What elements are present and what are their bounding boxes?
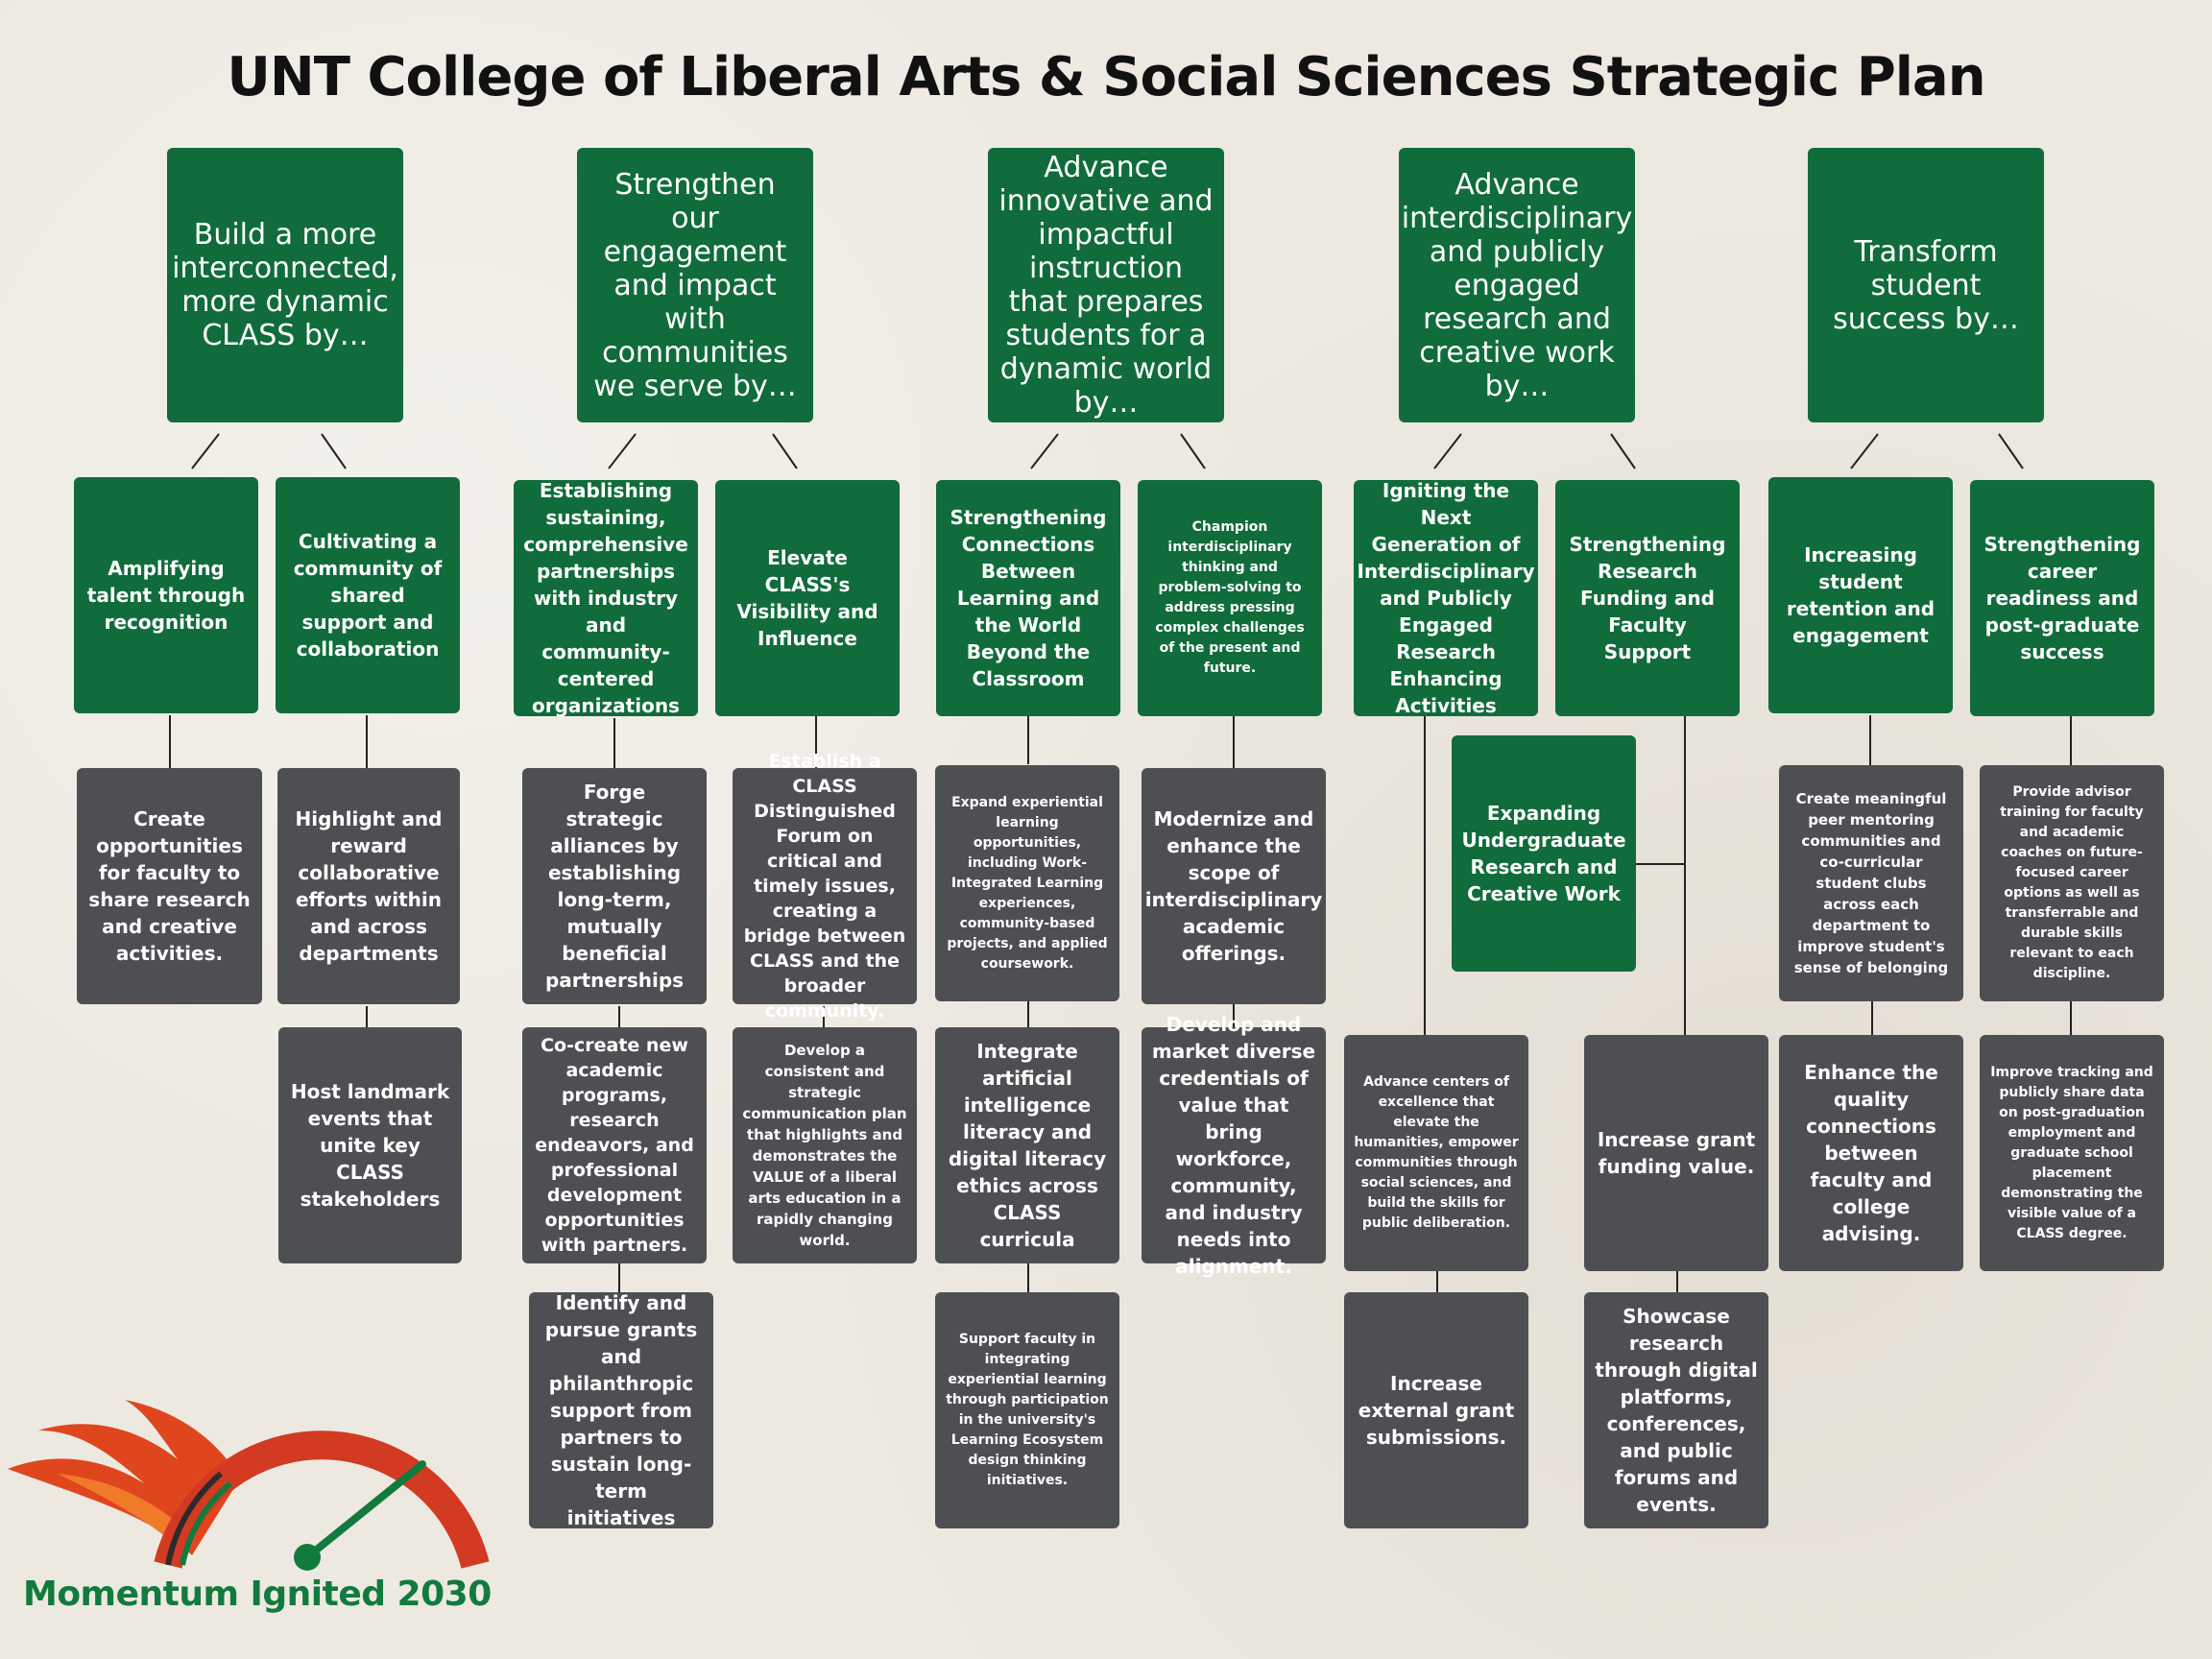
action-box: Develop and market diverse credentials of value that bring workforce, community, and industry needs into alignment. — [1142, 1027, 1326, 1263]
action-box: Create opportunities for faculty to share research and creative activities. — [77, 768, 262, 1004]
objective-box: Increasing student retention and engagement — [1768, 477, 1953, 713]
action-box: Co-create new academic programs, research endeavors, and professional development opportunities with partners. — [522, 1027, 707, 1263]
objective-box: Igniting the Next Generation of Interdisciplinary and Publicly Engaged Research Enhancing Activities — [1354, 480, 1538, 716]
action-box: Establish a CLASS Distinguished Forum on critical and timely issues, creating a bridge between CLASS and the broader community. — [733, 768, 917, 1004]
action-box: Provide advisor training for faculty and academic coaches on future-focused career options as well as transferrable and durable skills relevant to each discipline. — [1980, 765, 2164, 1001]
objective-box: Strengthening career readiness and post-graduate success — [1970, 480, 2154, 716]
objective-box: Establishing sustaining, comprehensive partnerships with industry and community-centered organizations — [514, 480, 698, 716]
action-box: Showcase research through digital platforms, conferences, and public forums and events. — [1584, 1292, 1768, 1528]
goal-box: Transform student success by… — [1808, 148, 2044, 422]
action-box: Integrate artificial intelligence literacy and digital literacy ethics across CLASS curricula — [935, 1027, 1119, 1263]
action-box: Improve tracking and publicly share data on post-graduation employment and graduate school placement demonstrating the visible value of a CLASS degree. — [1980, 1035, 2164, 1271]
action-box: Advance centers of excellence that elevate the humanities, empower communities through social sciences, and build the skills for public deliberation. — [1344, 1035, 1528, 1271]
action-box: Highlight and reward collaborative efforts within and across departments — [277, 768, 460, 1004]
objective-box: Champion interdisciplinary thinking and problem-solving to address pressing complex challenges of the present and future. — [1138, 480, 1322, 716]
action-box: Develop a consistent and strategic communication plan that highlights and demonstrates the VALUE of a liberal arts education in a rapidly changing world. — [733, 1027, 917, 1263]
objective-box: Strengthening Research Funding and Faculty Support — [1555, 480, 1740, 716]
page-title: UNT College of Liberal Arts & Social Sciences Strategic Plan — [227, 46, 1985, 108]
action-box: Identify and pursue grants and philanthropic support from partners to sustain long-term initiatives — [529, 1292, 713, 1528]
goal-box: Strengthen our engagement and impact with communities we serve by… — [577, 148, 813, 422]
logo-text: Momentum Ignited 2030 — [23, 1575, 492, 1614]
action-box: Support faculty in integrating experiential learning through participation in the university's Learning Ecosystem design thinking initiatives. — [935, 1292, 1119, 1528]
goal-box: Build a more interconnected, more dynamic CLASS by… — [167, 148, 403, 422]
objective-box: Expanding Undergraduate Research and Creative Work — [1452, 735, 1636, 972]
objective-box: Cultivating a community of shared support and collaboration — [276, 477, 460, 713]
action-box: Increase grant funding value. — [1584, 1035, 1768, 1271]
objective-box: Strengthening Connections Between Learning and the World Beyond the Classroom — [936, 480, 1120, 716]
goal-box: Advance interdisciplinary and publicly engaged research and creative work by… — [1399, 148, 1635, 422]
action-box: Modernize and enhance the scope of interdisciplinary academic offerings. — [1142, 768, 1326, 1004]
momentum-logo — [0, 1392, 499, 1659]
action-box: Create meaningful peer mentoring communities and co-curricular student clubs across each department to improve student's sense of belonging — [1779, 765, 1963, 1001]
action-box: Enhance the quality connections between faculty and college advising. — [1779, 1035, 1963, 1271]
objective-box: Amplifying talent through recognition — [74, 477, 258, 713]
goal-box: Advance innovative and impactful instruction that prepares students for a dynamic world by… — [988, 148, 1224, 422]
action-box: Forge strategic alliances by establishing long-term, mutually beneficial partnerships — [522, 768, 707, 1004]
action-box: Expand experiential learning opportunities, including Work-Integrated Learning experiences, community-based projects, and applied coursework. — [935, 765, 1119, 1001]
action-box: Host landmark events that unite key CLASS stakeholders — [278, 1027, 462, 1263]
objective-box: Elevate CLASS's Visibility and Influence — [715, 480, 900, 716]
action-box: Increase external grant submissions. — [1344, 1292, 1528, 1528]
